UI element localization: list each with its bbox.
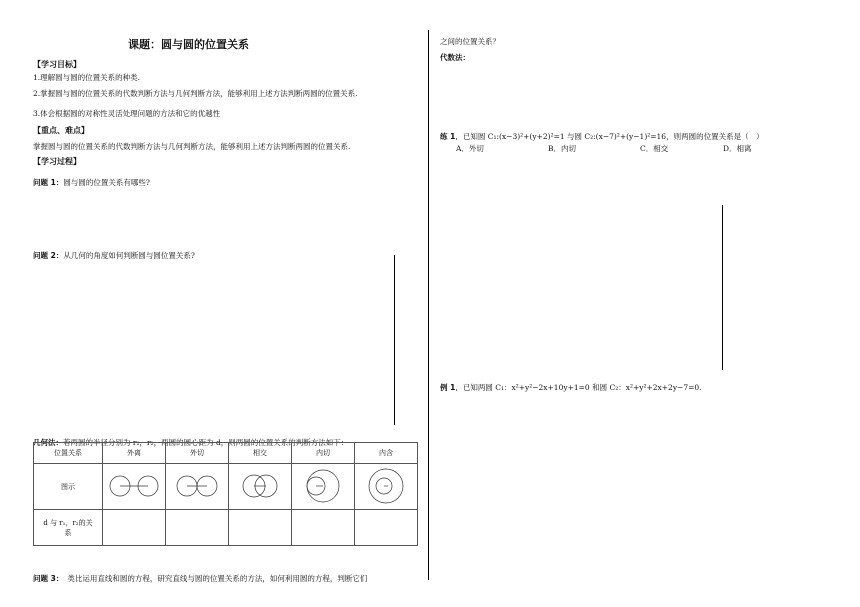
question-2-label: 问题 2： bbox=[33, 251, 64, 260]
table-diagram-row bbox=[34, 464, 418, 510]
table-header-cell: 外切 bbox=[166, 443, 229, 464]
column-divider bbox=[428, 30, 429, 580]
choice-b[interactable]: B．内切 bbox=[548, 144, 577, 153]
separate-circles-diagram bbox=[103, 464, 166, 510]
process-heading: 【学习过程】 bbox=[33, 157, 81, 166]
right-margin-line bbox=[722, 205, 723, 370]
question-3 bbox=[33, 566, 367, 585]
example-1 bbox=[440, 375, 702, 394]
practice-1-text: 已知圆 C₁:(x−3)²+(y+2)²=1 与圆 C₂:(x−7)²+(y−1)²=16，则两圆的位置关系是（ ） bbox=[462, 132, 764, 141]
practice-1-label: 练 1． bbox=[440, 132, 463, 141]
table-header-row bbox=[34, 443, 418, 464]
key-points-heading: 【重点、难点】 bbox=[33, 126, 89, 135]
relation-table bbox=[33, 442, 418, 546]
intersecting-diagram bbox=[229, 464, 292, 510]
left-margin-line bbox=[394, 255, 395, 425]
relation-row-label: d 与 r₁，r₂的关 系 bbox=[34, 510, 103, 546]
table-header-cell: 相交 bbox=[229, 443, 292, 464]
choice-d[interactable]: D．相离 bbox=[723, 144, 752, 153]
table-relation-row bbox=[34, 510, 418, 546]
contained-diagram bbox=[355, 464, 418, 510]
question-3-text: 类比运用直线和圆的方程，研究直线与圆的位置关系的方法，如何利用圆的方程，判断它们 bbox=[67, 574, 368, 583]
objective-3: 3.体会根据圆的对称性灵活处理问题的方法和它的优越性 bbox=[33, 109, 221, 118]
externally-tangent-figure bbox=[167, 466, 227, 506]
question-1-text: 圆与圆的位置关系有哪些? bbox=[63, 178, 150, 187]
question-1 bbox=[33, 170, 150, 189]
relation-answer-cell[interactable] bbox=[166, 510, 229, 546]
relation-answer-cell[interactable] bbox=[292, 510, 355, 546]
diagram-row-label: 图示 bbox=[34, 464, 103, 510]
table-header-cell: 位置关系 bbox=[34, 443, 103, 464]
geometric-method-text: 若两圆的半径分别为 r₁，r₂，两圆的圆心距为 d，则两圆的位置关系的判断方法如下： bbox=[63, 438, 349, 447]
separate-circles-figure bbox=[104, 466, 164, 506]
internally-tangent-diagram bbox=[292, 464, 355, 510]
continued-text: 之间的位置关系？ bbox=[440, 37, 500, 46]
geometric-method-label: 几何法： bbox=[33, 438, 63, 447]
page-title: 课题：圆与圆的位置关系 bbox=[128, 38, 249, 51]
internally-tangent-figure bbox=[293, 466, 353, 506]
externally-tangent-diagram bbox=[166, 464, 229, 510]
objectives-heading: 【学习目标】 bbox=[33, 60, 81, 69]
key-points-text: 掌握圆与圆的位置关系的代数判断方法与几何判断方法，能够利用上述方法判断两圆的位置关系. bbox=[33, 142, 351, 151]
question-2-text: 从几何的角度如何判断圆与圆位置关系? bbox=[63, 251, 195, 260]
example-1-label: 例 1． bbox=[440, 383, 463, 392]
table-header-cell: 内切 bbox=[292, 443, 355, 464]
choice-c[interactable]: C．相交 bbox=[640, 144, 669, 153]
relation-answer-cell[interactable] bbox=[355, 510, 418, 546]
relation-answer-cell[interactable] bbox=[229, 510, 292, 546]
question-1-label: 问题 1： bbox=[33, 178, 64, 187]
choice-a[interactable]: A．外切 bbox=[456, 144, 484, 153]
algebra-method-label: 代数法： bbox=[440, 53, 470, 62]
question-2 bbox=[33, 243, 195, 262]
practice-1 bbox=[440, 124, 764, 143]
intersecting-figure bbox=[230, 466, 290, 506]
contained-figure bbox=[356, 466, 416, 506]
relation-answer-cell[interactable] bbox=[103, 510, 166, 546]
objective-2: 2.掌握圆与圆的位置关系的代数判断方法与几何判断方法，能够利用上述方法判断两圆的位置关系. bbox=[33, 89, 358, 98]
table-header-cell: 外离 bbox=[103, 443, 166, 464]
question-3-label: 问题 3： bbox=[33, 574, 64, 583]
table-header-cell: 内含 bbox=[355, 443, 418, 464]
example-1-text: 已知两圆 C₁：x²+y²−2x+10y+1=0 和圆 C₂：x²+y²+2x+2y−7=0. bbox=[462, 383, 702, 392]
objective-1: 1.理解圆与圆的位置关系的种类. bbox=[33, 73, 141, 82]
